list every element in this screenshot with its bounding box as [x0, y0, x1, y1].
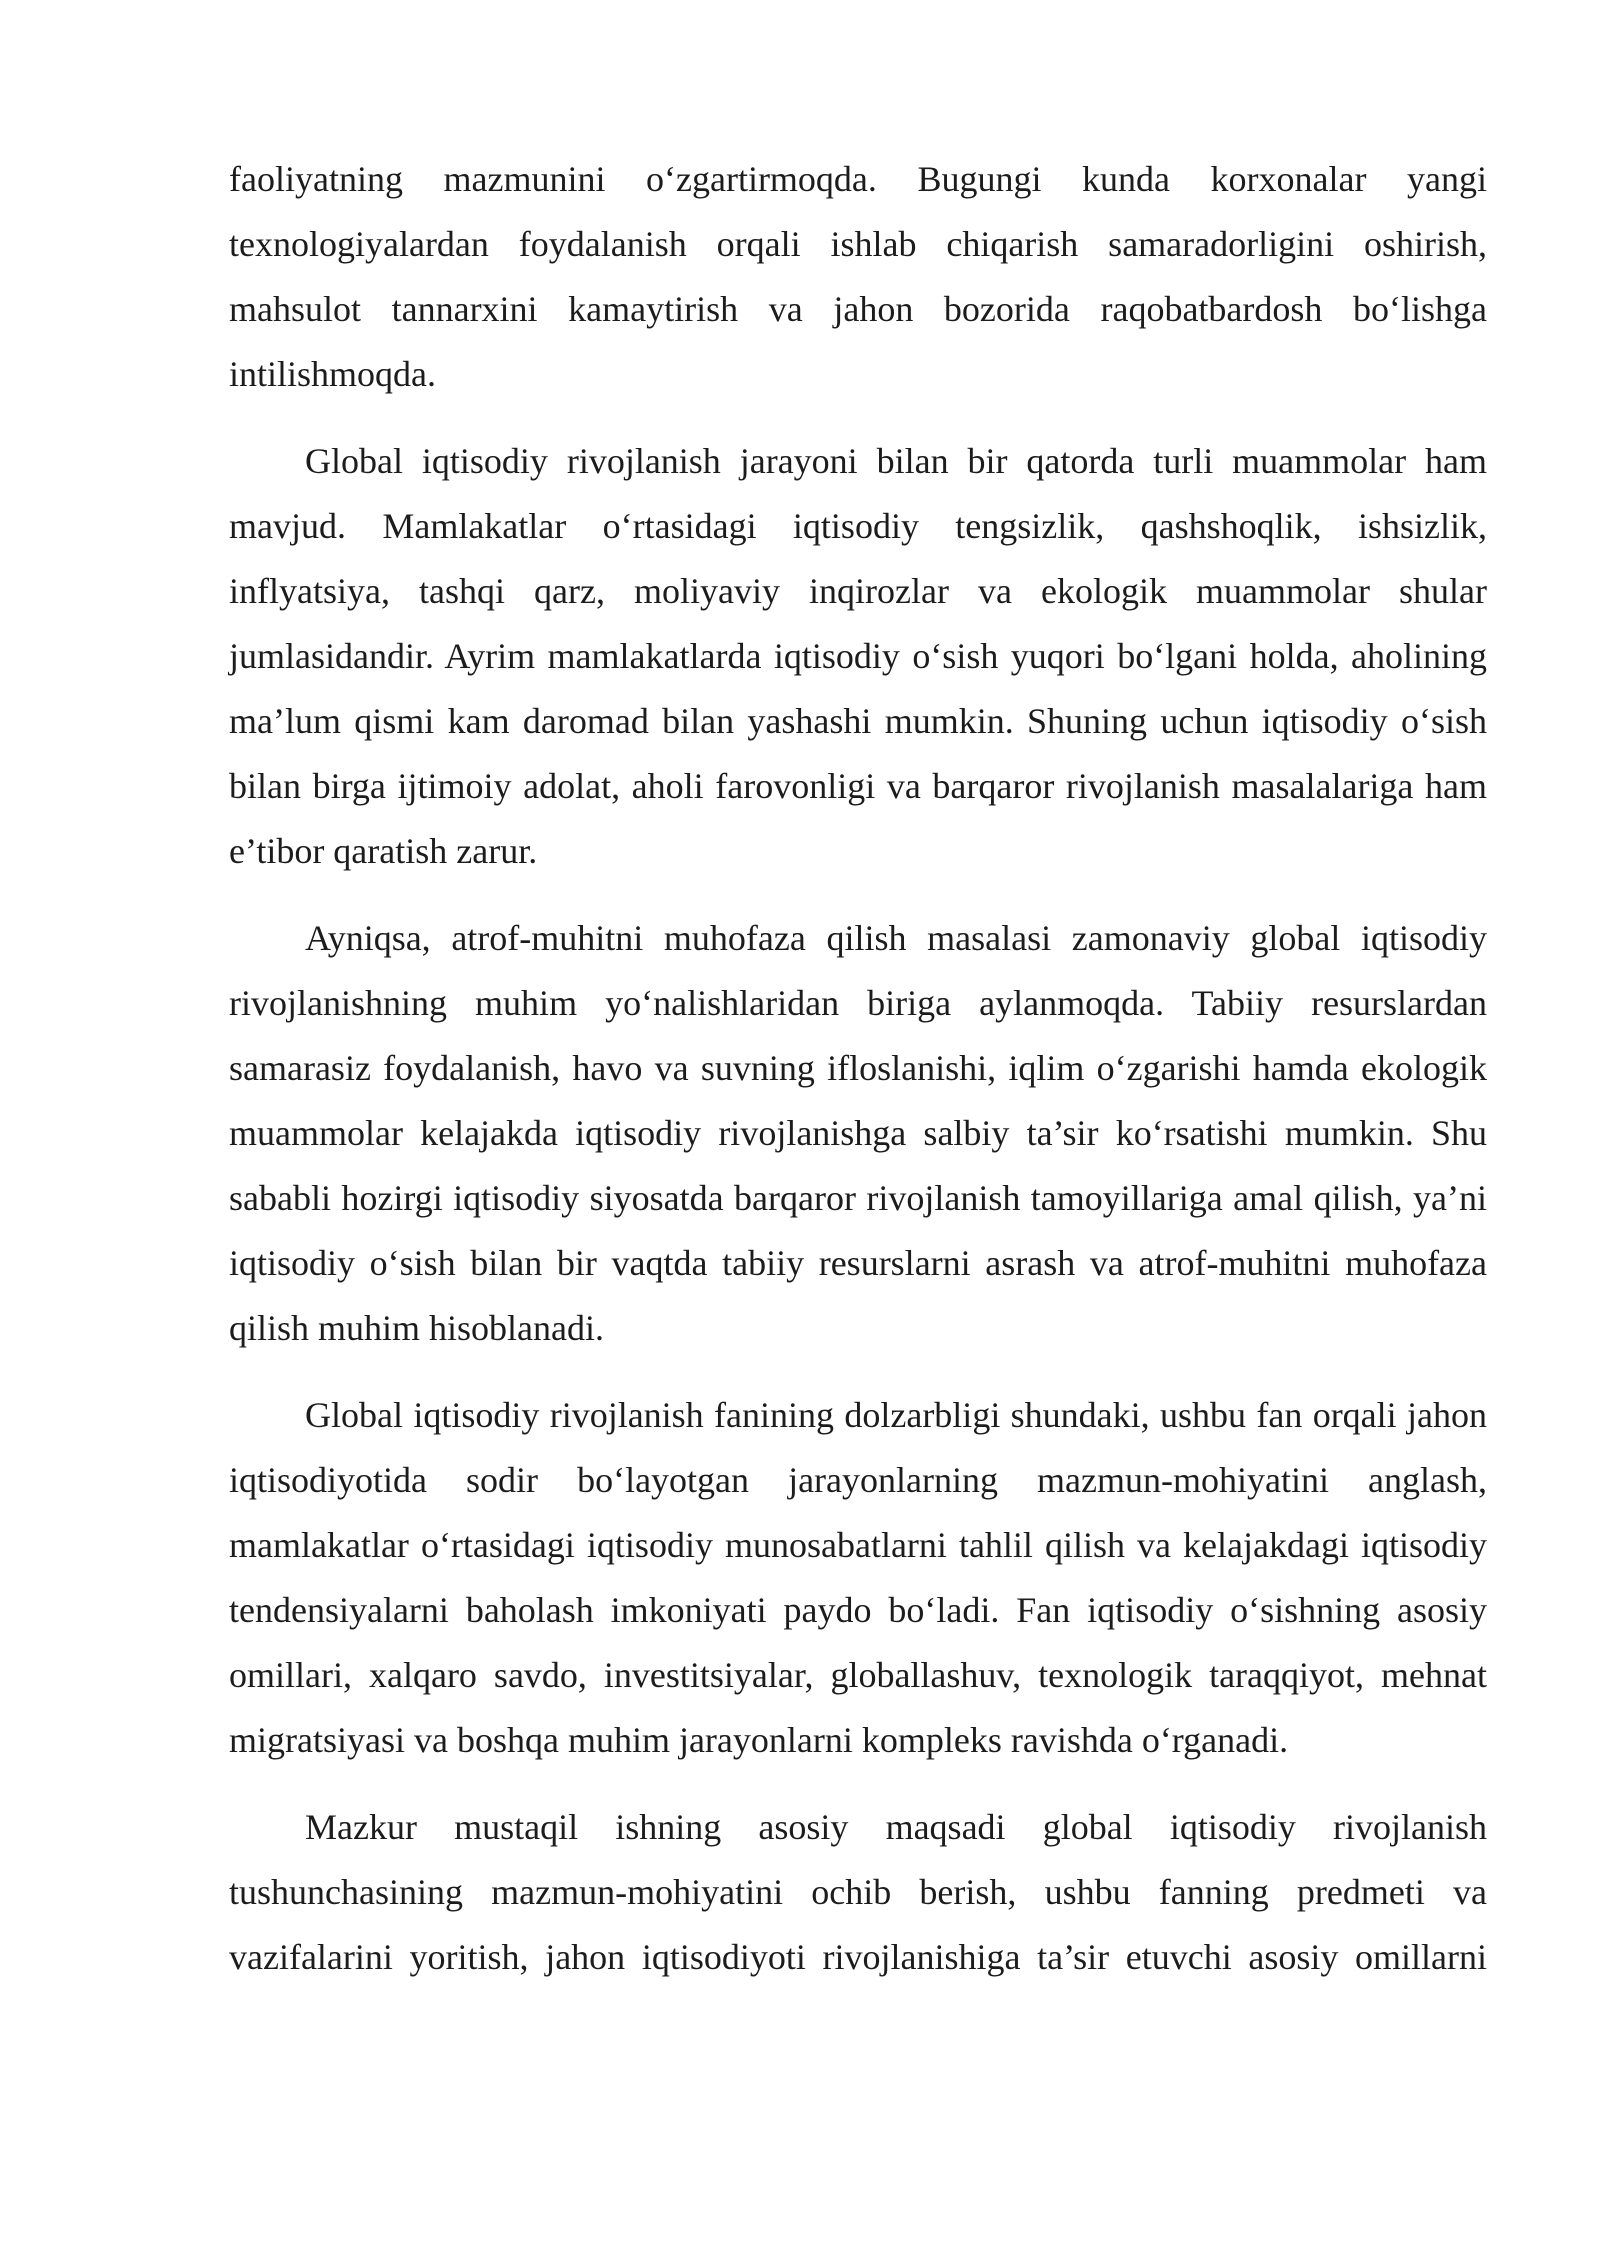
paragraph-3: Ayniqsa, atrof-muhitni muhofaza qilish masalasi zamonaviy global iqtisodiy rivojlanishning muhim yo‘nalishlaridan biriga aylanmoqda. Tabiiy resurslardan samarasiz foydalanish, havo va suvning ifloslanishi, iqlim o‘zgarishi hamda ekologik muammolar kelajakda iqtisodiy rivojlanishga salbiy ta’sir ko‘rsatishi mumkin. Shu sababli hozirgi iqtisodiy siyosatda barqaror rivojlanish tamoyillariga amal qilish, ya’ni iqtisodiy o‘sish bilan bir vaqtda tabiiy resurslarni asrash va atrof-muhitni muhofaza qilish muhim hisoblanadi. — [229, 918, 1487, 1348]
paragraph-4: Global iqtisodiy rivojlanish fanining dolzarbligi shundaki, ushbu fan orqali jahon iqtisodiyotida sodir bo‘layotgan jarayonlarning mazmun-mohiyatini anglash, mamlakatlar o‘rtasidagi iqtisodiy munosabatlarni tahlil qilish va kelajakdagi iqtisodiy tendensiyalarni baholash imkoniyati paydo bo‘ladi. Fan iqtisodiy o‘sishning asosiy omillari, xalqaro savdo, investitsiyalar, globallashuv, texnologik taraqqiyot, mehnat migratsiyasi va boshqa muhim jarayonlarni kompleks ravishda o‘rganadi. — [229, 1395, 1487, 1760]
paragraph-1: faoliyatning mazmunini o‘zgartirmoqda. Bugungi kunda korxonalar yangi texnologiyalardan foydalanish orqali ishlab chiqarish samaradorligini oshirish, mahsulot tannarxini kamaytirish va jahon bozorida raqobatbardosh bo‘lishga intilishmoqda. — [229, 159, 1487, 394]
paragraph-5: Mazkur mustaqil ishning asosiy maqsadi global iqtisodiy rivojlanish tushunchasining mazmun-mohiyatini ochib berish, ushbu fanning predmeti va vazifalarini yoritish, jahon iqtisodiyoti rivojlanishiga ta’sir etuvchi asosiy omillarni — [229, 1807, 1487, 1977]
paragraph-2: Global iqtisodiy rivojlanish jarayoni bilan bir qatorda turli muammolar ham mavjud. Mamlakatlar o‘rtasidagi iqtisodiy tengsizlik, qashshoqlik, ishsizlik, inflyatsiya, tashqi qarz, moliyaviy inqirozlar va ekologik muammolar shular jumlasidandir. Ayrim mamlakatlarda iqtisodiy o‘sish yuqori bo‘lgani holda, aholining ma’lum qismi kam daromad bilan yashashi mumkin. Shuning uchun iqtisodiy o‘sish bilan birga ijtimoiy adolat, aholi farovonligi va barqaror rivojlanish masalalariga ham e’tibor qaratish zarur. — [229, 441, 1487, 871]
document-page — [229, 147, 1487, 2012]
